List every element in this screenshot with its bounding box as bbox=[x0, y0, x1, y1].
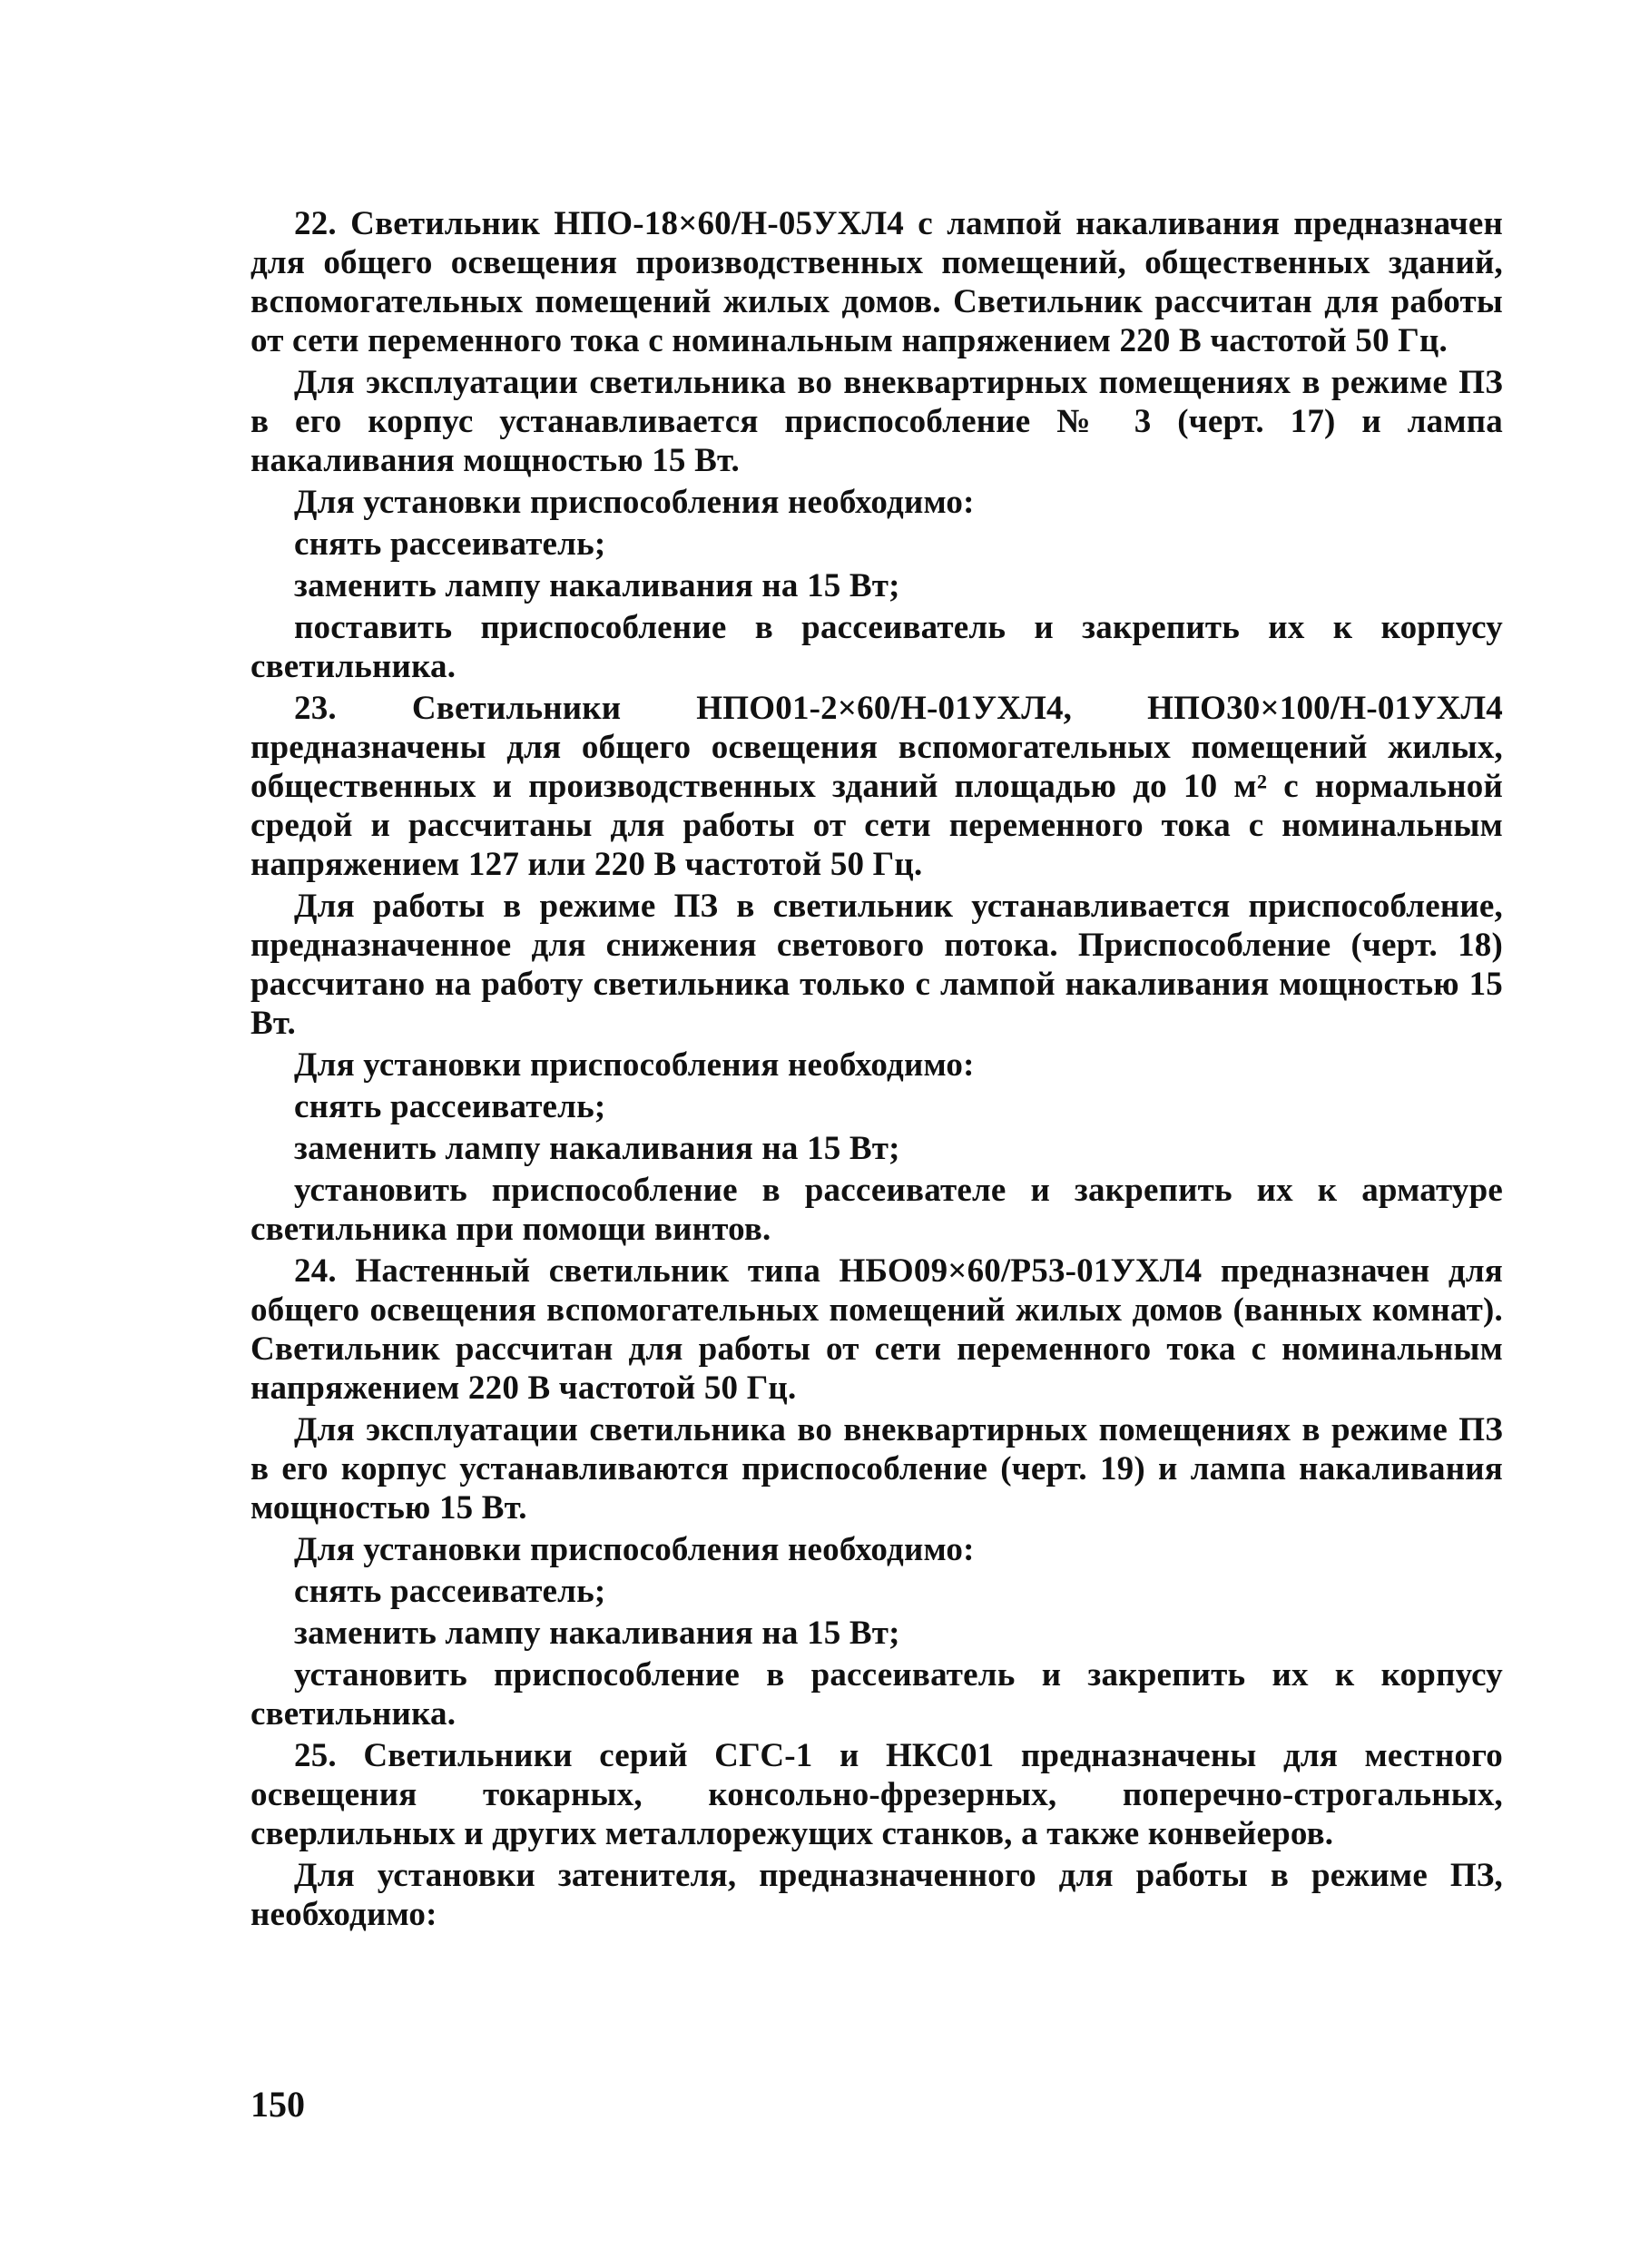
step-install-fixture: поставить приспособление в рассеиватель и закрепить их к корпусу светильника. bbox=[250, 609, 1503, 685]
step-remove-diffuser: снять рассеиватель; bbox=[294, 1573, 606, 1610]
paragraph-pz-mode-note: Для эксплуатации светильника во внеквартирных помещениях в режиме ПЗ в его корпус устанавливаются приспособление (черт. 19) и лампа накаливания мощностью 15 Вт. bbox=[250, 1411, 1503, 1527]
document-body bbox=[250, 204, 1503, 1937]
step-remove-diffuser: снять рассеиватель; bbox=[294, 1088, 606, 1125]
paragraph-item-23-description bbox=[250, 689, 1503, 884]
step-install-fixture: установить приспособление в рассеиватель и закрепить их к корпусу светильника. bbox=[250, 1656, 1503, 1733]
paragraph-item-22-description: 22. Светильник НПО-18×60/Н-05УХЛ4 с лампой накаливания предназначен для общего освещения производственных помещений, общественных зданий, вспомогательных помещений жилых домов. Светильник рассчитан для работы от сети переменного тока с номинальным напряжением 220 В частотой 50 Гц. bbox=[250, 205, 1503, 359]
paragraph-item-23-text: 23. Светильники НПО01-2×60/Н-01УХЛ4, НПО30×100/Н-01УХЛ4 предназначены для общего освещения вспомогательных помещений жилых, общественных и производственных зданий площадью до 10 м² с нормальной средой и рассчитаны для работы от сети переменного тока с номинальным напряжением 127 или 220 В частотой 50 Гц. bbox=[250, 690, 1503, 883]
paragraph-item-25-description: 25. Светильники серий СГС-1 и НКС01 предназначены для местного освещения токарных, консольно-фрезерных, поперечно-строгальных, сверлильных и других металлорежущих станков, а также конвейеров. bbox=[250, 1737, 1503, 1852]
section-item-24 bbox=[250, 1252, 1503, 1733]
section-item-22 bbox=[250, 204, 1503, 686]
paragraph-item-24-description: 24. Настенный светильник типа НБО09×60/Р53-01УХЛ4 предназначен для общего освещения вспомогательных помещений жилых домов (ванных комнат). Светильник рассчитан для работы от сети переменного тока с номинальным напряжением 220 В частотой 50 Гц. bbox=[250, 1252, 1503, 1407]
page-number: 150 bbox=[250, 2084, 305, 2125]
step-remove-diffuser: снять рассеиватель; bbox=[294, 525, 606, 563]
step-replace-lamp: заменить лампу накаливания на 15 Вт; bbox=[294, 567, 900, 604]
step-replace-lamp: заменить лампу накаливания на 15 Вт; bbox=[294, 1130, 900, 1167]
step-replace-lamp: заменить лампу накаливания на 15 Вт; bbox=[294, 1615, 900, 1652]
paragraph-pz-mode-note: Для работы в режиме ПЗ в светильник устанавливается приспособление, предназначенное для снижения светового потока. Приспособление (черт. 18) рассчитано на работу светильника только с лампой накаливания мощностью 15 Вт. bbox=[250, 888, 1503, 1042]
step-install-fixture: установить приспособление в рассеивателе и закрепить их к арматуре светильника при помощи винтов. bbox=[250, 1172, 1503, 1248]
paragraph-install-intro: Для установки приспособления необходимо: bbox=[294, 1531, 975, 1568]
paragraph-install-intro: Для установки приспособления необходимо: bbox=[294, 484, 975, 521]
paragraph-pz-mode-note: Для эксплуатации светильника во внеквартирных помещениях в режиме ПЗ в его корпус устанавливается приспособление № 3 (черт. 17) и лампа накаливания мощностью 15 Вт. bbox=[250, 364, 1503, 479]
paragraph-install-intro: Для установки приспособления необходимо: bbox=[294, 1046, 975, 1084]
section-item-23 bbox=[250, 689, 1503, 1249]
paragraph-shade-install-intro: Для установки затенителя, предназначенного для работы в режиме ПЗ, необходимо: bbox=[250, 1857, 1503, 1933]
section-item-25 bbox=[250, 1736, 1503, 1934]
